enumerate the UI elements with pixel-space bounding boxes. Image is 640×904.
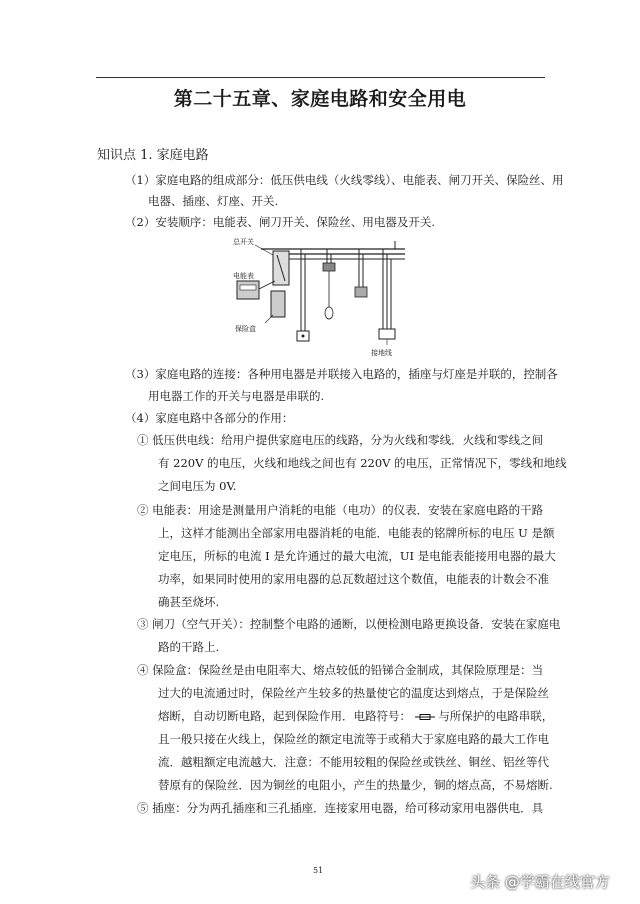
watermark: 头条 @学霸在线官方: [470, 873, 610, 891]
item-4-line-3: [158, 708, 553, 724]
item-1-line-1: ① 低压供电线：给用户提供家庭电压的线路，分为火线和零线．火线和零线之间: [137, 433, 544, 447]
item-2-line-3: 定电压，所标的电流 I 是允许通过的最大电流，UI 是电能表能接用电器的最大: [158, 549, 556, 563]
para-1-line-1: （1）家庭电路的组成部分：低压供电线（火线零线）、电能表、闸刀开关、保险丝、用: [125, 173, 564, 187]
top-rule: [96, 77, 545, 78]
label-main-switch: 总开关: [233, 238, 254, 246]
item-4-line-2: 过大的电流通过时，保险丝产生较多的热量使它的温度达到熔点，于是保险丝: [158, 686, 549, 700]
label-ground-wire: 接地线: [371, 349, 392, 357]
item-4-line-4: 且一般只接在火线上，保险丝的额定电流等于或稍大于家庭电路的最大工作电: [158, 732, 549, 746]
item-2-line-5: 确甚至烧坏.: [158, 595, 220, 609]
item-2-line-1: ② 电能表：用途是测量用户消耗的电能（电功）的仪表．安装在家庭电路的干路: [137, 503, 544, 517]
para-4: （4）家庭电路中各部分的作用：: [125, 411, 294, 425]
para-2: （2）安装顺序：电能表、闸刀开关、保险丝、用电器及开关.: [125, 215, 435, 229]
label-fuse-box: 保险盒: [235, 325, 256, 333]
item-2-line-2: 上，这样才能测出全部家用电器消耗的电能．电能表的铭牌所标的电压 U 是额: [158, 526, 555, 540]
item-2-line-4: 功率，如果同时使用的家用电器的总瓦数超过这个数值，电能表的计数会不准: [158, 572, 549, 586]
page-number: 51: [313, 866, 324, 875]
item-4-line-3-tail: 与所保护的电路串联，: [438, 709, 554, 723]
item-4-line-3-text: 熔断，自动切断电路，起到保险作用．电路符号：: [158, 709, 411, 723]
item-4-line-5: 流．越粗额定电流越大．注意：不能用较粗的保险丝或铁丝、铜丝、铝丝等代: [158, 755, 549, 769]
chapter-title: 第二十五章、家庭电路和安全用电: [173, 88, 467, 110]
para-3-line-1: （3）家庭电路的连接：各种用电器是并联接入电路的，插座与灯座是并联的，控制各: [125, 367, 558, 381]
item-1-line-2: 有 220V 的电压，火线和地线之间也有 220V 的电压，正常情况下，零线和地线: [158, 456, 567, 470]
item-4-line-1: ④ 保险盒：保险丝是由电阻率大、熔点较低的铅锑合金制成，其保险原理是：当: [137, 663, 544, 677]
label-meter: 电能表: [233, 272, 254, 280]
fuse-symbol-icon: [415, 713, 435, 721]
para-1-line-2: 电器、插座、灯座、开关.: [148, 194, 279, 208]
knowledge-point-heading: 知识点 1. 家庭电路: [97, 148, 209, 163]
item-4-line-6: 替原有的保险丝．因为铜丝的电阻小，产生的热量少，铜的熔点高，不易熔断.: [158, 778, 553, 792]
item-5-line-1: ⑤ 插座：分为两孔插座和三孔插座．连接家用电器，给可移动家用电器供电．具: [137, 801, 544, 815]
household-circuit-figure: [231, 235, 407, 359]
item-1-line-3: 之间电压为 0V.: [158, 479, 237, 493]
item-3-line-1: ③ 闸刀（空气开关）：控制整个电路的通断，以便检测电路更换设备．安装在家庭电: [137, 617, 561, 631]
item-3-line-2: 路的干路上.: [158, 640, 220, 654]
para-3-line-2: 用电器工作的开关与电器是串联的.: [148, 389, 325, 403]
